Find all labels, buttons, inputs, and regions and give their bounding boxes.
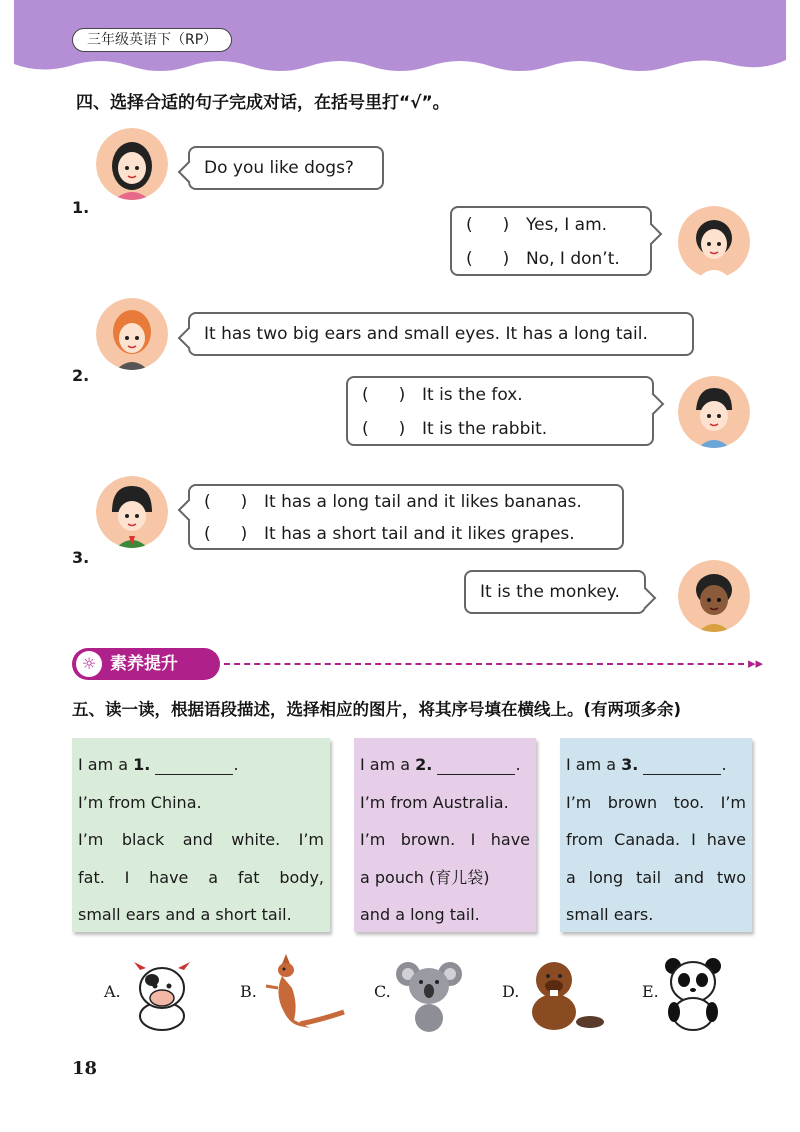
choice-d bbox=[502, 952, 606, 1036]
choice-c bbox=[374, 952, 474, 1036]
passage-heading: I am a 2. . bbox=[360, 755, 521, 774]
boy-avatar-icon bbox=[96, 476, 168, 548]
checkbox-parens[interactable]: ( ) bbox=[466, 215, 510, 235]
section5-title: 五、读一读，根据语段描述，选择相应的图片，将其序号填在横线上。(有两项多余) bbox=[72, 700, 682, 719]
boy-avatar-icon bbox=[678, 560, 750, 632]
passage-heading: I am a 1. . bbox=[78, 755, 239, 774]
answer-option: ( ) It has a long tail and it likes bananas. bbox=[190, 486, 622, 518]
dashed-divider bbox=[224, 663, 744, 665]
question-number: 1. bbox=[72, 198, 90, 217]
girl-avatar-icon bbox=[96, 298, 168, 370]
header-band bbox=[0, 0, 800, 78]
answer-option: ( ) No, I don’t. bbox=[452, 242, 650, 276]
passage-line: I’m black and white. I’m bbox=[78, 830, 324, 849]
passage-line: and a long tail. bbox=[360, 905, 480, 924]
double-arrow-icon: ▸▸ bbox=[748, 654, 764, 672]
question-number: 3. bbox=[72, 548, 90, 567]
beaver-icon bbox=[524, 956, 604, 1034]
banner-pill bbox=[72, 648, 220, 680]
answer-bubble bbox=[450, 206, 652, 276]
passage-card bbox=[560, 738, 752, 932]
passage-line: a pouch (育儿袋) bbox=[360, 867, 490, 887]
passage-line: I’m from China. bbox=[78, 792, 202, 812]
speech-bubble bbox=[188, 312, 694, 356]
boy-avatar-icon bbox=[678, 376, 750, 448]
answer-blank[interactable] bbox=[643, 757, 721, 775]
bubble-text: Do you like dogs? bbox=[204, 158, 354, 178]
question-number: 2. bbox=[72, 366, 90, 385]
girl-avatar-icon bbox=[96, 128, 168, 200]
kangaroo-icon bbox=[260, 954, 346, 1034]
answer-bubble bbox=[346, 376, 654, 446]
passage-line: I’m from Australia. bbox=[360, 792, 509, 812]
passage-heading: I am a 3. . bbox=[566, 755, 727, 774]
answer-blank[interactable] bbox=[155, 757, 233, 775]
choice-letter: C. bbox=[374, 982, 391, 1001]
speech-bubble bbox=[188, 146, 384, 190]
checkbox-parens[interactable]: ( ) bbox=[466, 249, 510, 269]
cow-icon bbox=[124, 956, 200, 1032]
checkbox-parens[interactable]: ( ) bbox=[204, 524, 248, 544]
page-number: 18 bbox=[72, 1058, 98, 1079]
passage-line: fat. I have a fat body, bbox=[78, 867, 324, 887]
passage-line: from Canada. I have bbox=[566, 830, 746, 849]
girl-avatar-icon bbox=[678, 206, 750, 278]
passage-line: I’m brown too. I’m bbox=[566, 792, 746, 812]
passage-card bbox=[72, 738, 330, 932]
passage-line: a long tail and two bbox=[566, 867, 746, 887]
checkbox-parens[interactable]: ( ) bbox=[204, 492, 248, 512]
checkbox-parens[interactable]: ( ) bbox=[362, 385, 406, 405]
panda-icon bbox=[660, 956, 726, 1032]
book-label: 三年级英语下（RP） bbox=[72, 28, 232, 52]
answer-option: ( ) It is the fox. bbox=[348, 378, 652, 412]
answer-option: ( ) It has a short tail and it likes grapes. bbox=[190, 518, 622, 550]
answer-option: ( ) Yes, I am. bbox=[452, 208, 650, 242]
passage-card bbox=[354, 738, 536, 932]
koala-icon bbox=[394, 958, 464, 1034]
passage-line: I’m brown. I have bbox=[360, 830, 530, 849]
answer-bubble bbox=[188, 484, 624, 550]
literacy-banner bbox=[72, 648, 762, 682]
lightbulb-icon: ☼ bbox=[76, 651, 102, 677]
passage-line: small ears and a short tail. bbox=[78, 905, 292, 924]
choice-a bbox=[104, 952, 204, 1036]
section4-title: 四、选择合适的句子完成对话，在括号里打“√”。 bbox=[76, 93, 450, 113]
choice-letter: E. bbox=[642, 982, 659, 1001]
answer-option: ( ) It is the rabbit. bbox=[348, 412, 652, 446]
answer-blank[interactable] bbox=[437, 757, 515, 775]
bubble-text: It is the monkey. bbox=[480, 582, 620, 602]
choice-letter: D. bbox=[502, 982, 520, 1001]
choice-b bbox=[240, 952, 350, 1036]
choice-letter: A. bbox=[104, 982, 121, 1001]
choice-e bbox=[642, 952, 732, 1036]
checkbox-parens[interactable]: ( ) bbox=[362, 419, 406, 439]
speech-bubble bbox=[464, 570, 646, 614]
choice-letter: B. bbox=[240, 982, 257, 1001]
banner-label: 素养提升 bbox=[110, 654, 178, 674]
bubble-text: It has two big ears and small eyes. It has a long tail. bbox=[204, 324, 648, 344]
passage-line: small ears. bbox=[566, 905, 654, 924]
